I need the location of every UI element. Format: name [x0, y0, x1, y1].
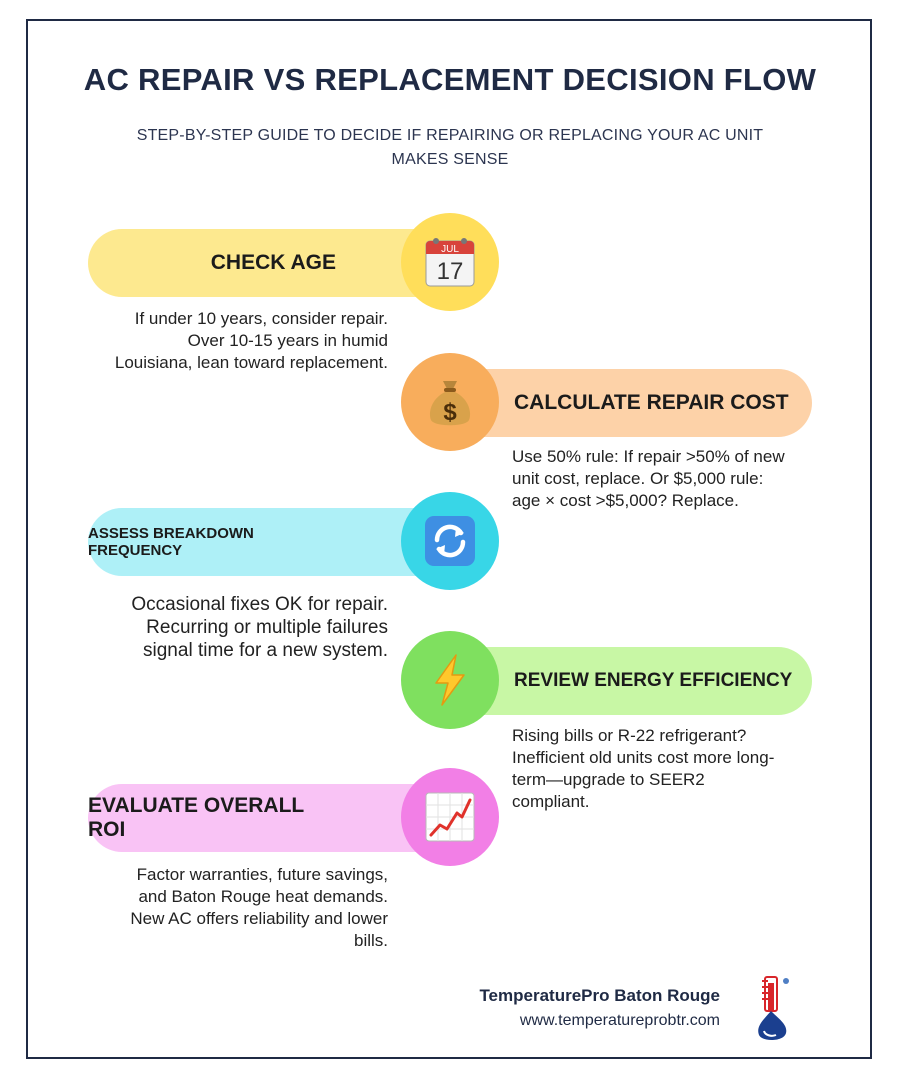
step-circle-review-energy-efficiency: [401, 631, 499, 729]
step-pill-evaluate-overall-roi: [88, 784, 448, 852]
chart-increasing-icon: [424, 791, 476, 843]
step-pill-check-age: [88, 229, 448, 297]
step-label: CHECK AGE: [210, 251, 336, 274]
step-label: REVIEW ENERGY EFFICIENCY: [514, 670, 793, 691]
step-circle-evaluate-overall-roi: [401, 768, 499, 866]
step-description-calculate-repair-cost: Use 50% rule: If repair >50% of new unit cost, replace. Or $5,000 rule: age × cost >$5,000? Replace.: [512, 447, 785, 510]
step-circle-assess-breakdown-frequency: [401, 492, 499, 590]
step-label: EVALUATE OVERALL ROI: [88, 794, 304, 841]
step-description-assess-breakdown-frequency: Occasional fixes OK for repair. Recurring or multiple failures signal time for a new system.: [131, 594, 388, 661]
thermometer-logo-icon: [752, 975, 796, 1043]
calendar-icon: [423, 235, 477, 289]
svg-text:$: $: [443, 399, 457, 426]
money-bag-icon: [425, 375, 475, 429]
lightning-icon: [428, 653, 472, 707]
refresh-icon: [423, 514, 477, 568]
step-label: CALCULATE REPAIR COST: [514, 391, 789, 414]
step-description-evaluate-overall-roi: Factor warranties, future savings, and Baton Rouge heat demands. New AC offers reliability and lower bills.: [130, 865, 388, 950]
company-name: TemperaturePro Baton Rouge: [479, 986, 720, 1005]
step-label: ASSESS BREAKDOWN FREQUENCY: [88, 525, 254, 559]
page-title: AC REPAIR VS REPLACEMENT DECISION FLOW: [83, 62, 817, 97]
step-circle-check-age: [401, 213, 499, 311]
step-description-review-energy-efficiency: Rising bills or R-22 refrigerant? Inefficient old units cost more long-term—upgrade to SEER2 compliant.: [512, 726, 775, 811]
page-subtitle: STEP-BY-STEP GUIDE TO DECIDE IF REPAIRING OR REPLACING YOUR AC UNIT MAKES SENSE: [136, 127, 764, 168]
svg-text:JUL: JUL: [441, 244, 459, 255]
step-description-check-age: If under 10 years, consider repair. Over 10-15 years in humid Louisiana, lean toward replacement.: [114, 309, 388, 372]
svg-text:17: 17: [436, 258, 464, 285]
step-pill-assess-breakdown-frequency: [88, 508, 448, 576]
company-website[interactable]: www.temperatureprobtr.com: [519, 1012, 720, 1029]
step-circle-calculate-repair-cost: [401, 353, 499, 451]
